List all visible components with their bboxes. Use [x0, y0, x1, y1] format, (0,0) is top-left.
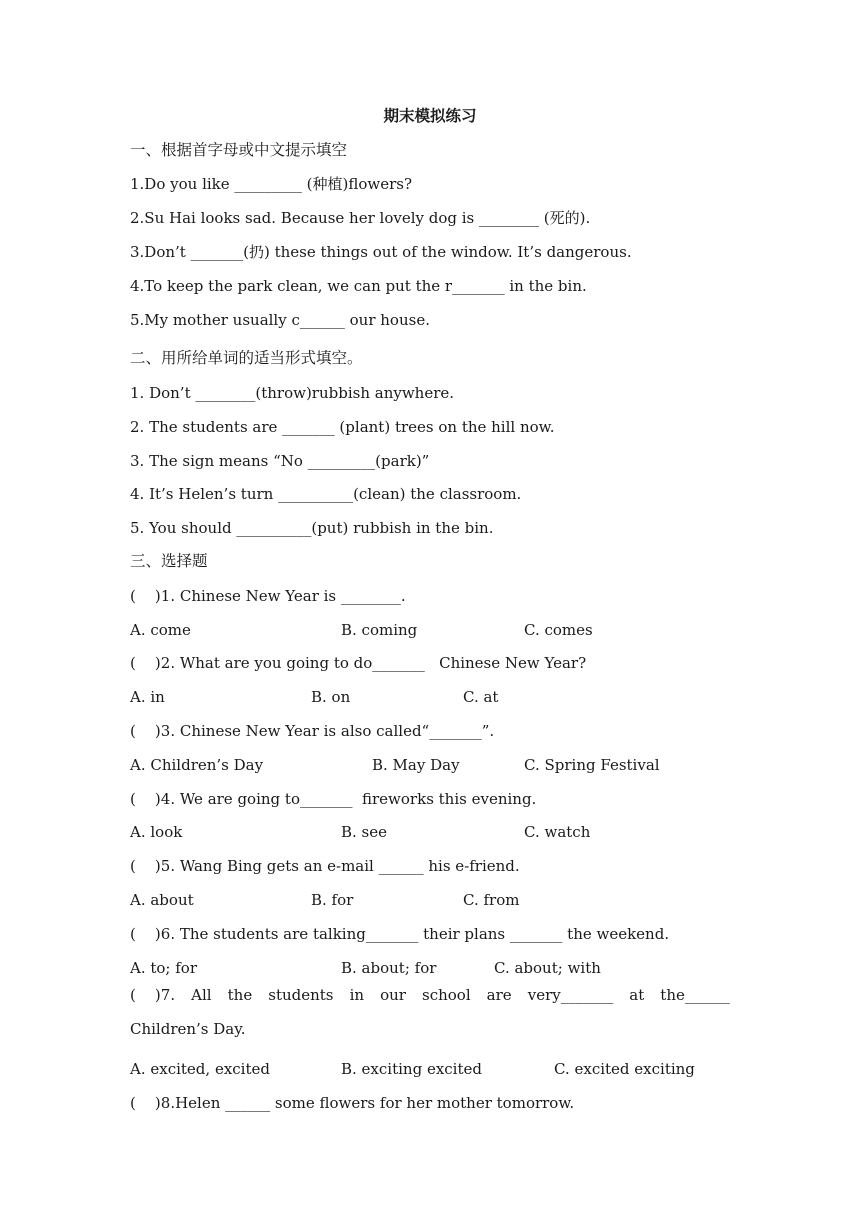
question-2-option-b: B. on	[311, 688, 351, 706]
question-7-word: the______	[660, 986, 730, 1004]
question-6-stem: ( )6. The students are talking_______ their plans _______ the weekend.	[130, 925, 670, 943]
question-7-stem-continued: Children’s Day.	[130, 1020, 246, 1038]
question-7-word: students	[268, 986, 334, 1004]
page-title: 期末模拟练习	[383, 107, 477, 125]
question-7-word: very_______	[527, 986, 614, 1004]
question-6-option-c: C. about; with	[494, 959, 601, 977]
section1-heading: 一、根据首字母或中文提示填空	[130, 141, 348, 159]
question-6-option-a: A. to; for	[130, 959, 198, 977]
question-7-word: All	[191, 986, 212, 1004]
question-2-option-c: C. at	[463, 688, 499, 706]
question-1-stem: ( )1. Chinese New Year is ________.	[130, 587, 406, 605]
section2-item-4: 4. It’s Helen’s turn __________(clean) the classroom.	[130, 485, 522, 503]
question-7-word: in	[349, 986, 365, 1004]
question-5-option-a: A. about	[130, 891, 194, 909]
question-3-option-b: B. May Day	[372, 756, 460, 774]
section2-item-5: 5. You should __________(put) rubbish in the bin.	[130, 519, 494, 537]
section1-item-5: 5.My mother usually c______ our house.	[130, 311, 430, 329]
question-7-word: are	[486, 986, 512, 1004]
question-3-stem: ( )3. Chinese New Year is also called“_______”.	[130, 722, 495, 740]
section1-item-1: 1.Do you like _________ (种植)flowers?	[130, 175, 413, 193]
question-7-word: school	[422, 986, 471, 1004]
question-7-option-c: C. excited exciting	[554, 1060, 695, 1078]
question-1-option-c: C. comes	[524, 621, 593, 639]
question-4-stem: ( )4. We are going to_______ fireworks this evening.	[130, 790, 537, 808]
section2-heading: 二、用所给单词的适当形式填空。	[130, 349, 363, 367]
question-5-stem: ( )5. Wang Bing gets an e-mail ______ his e-friend.	[130, 857, 520, 875]
question-1-option-b: B. coming	[341, 621, 418, 639]
section1-item-3: 3.Don’t _______(扔) these things out of the window. It’s dangerous.	[130, 243, 632, 261]
question-7-option-b: B. exciting excited	[341, 1060, 482, 1078]
question-6-option-b: B. about; for	[341, 959, 437, 977]
question-4-option-a: A. look	[130, 823, 183, 841]
section2-item-2: 2. The students are _______ (plant) trees on the hill now.	[130, 418, 555, 436]
question-3-option-a: A. Children’s Day	[130, 756, 264, 774]
question-2-option-a: A. in	[130, 688, 165, 706]
section1-item-4: 4.To keep the park clean, we can put the r_______ in the bin.	[130, 277, 587, 295]
section1-item-2: 2.Su Hai looks sad. Because her lovely dog is ________ (死的).	[130, 209, 591, 227]
question-7-word: ( )7.	[130, 986, 176, 1004]
question-7-word: at	[629, 986, 645, 1004]
question-7-stem	[130, 985, 730, 1005]
question-7-option-a: A. excited, excited	[130, 1060, 270, 1078]
section2-item-1: 1. Don’t ________(throw)rubbish anywhere.	[130, 384, 455, 402]
question-7-word: our	[380, 986, 406, 1004]
question-1-option-a: A. come	[130, 621, 191, 639]
section3-heading: 三、选择题	[130, 552, 208, 570]
question-3-option-c: C. Spring Festival	[524, 756, 660, 774]
question-8-stem: ( )8.Helen ______ some flowers for her mother tomorrow.	[130, 1094, 575, 1112]
section2-item-3: 3. The sign means “No _________(park)”	[130, 452, 430, 470]
question-7-word: the	[227, 986, 253, 1004]
question-2-stem: ( )2. What are you going to do_______ Chinese New Year?	[130, 654, 587, 672]
question-4-option-b: B. see	[341, 823, 388, 841]
question-5-option-c: C. from	[463, 891, 520, 909]
question-4-option-c: C. watch	[524, 823, 591, 841]
question-5-option-b: B. for	[311, 891, 354, 909]
